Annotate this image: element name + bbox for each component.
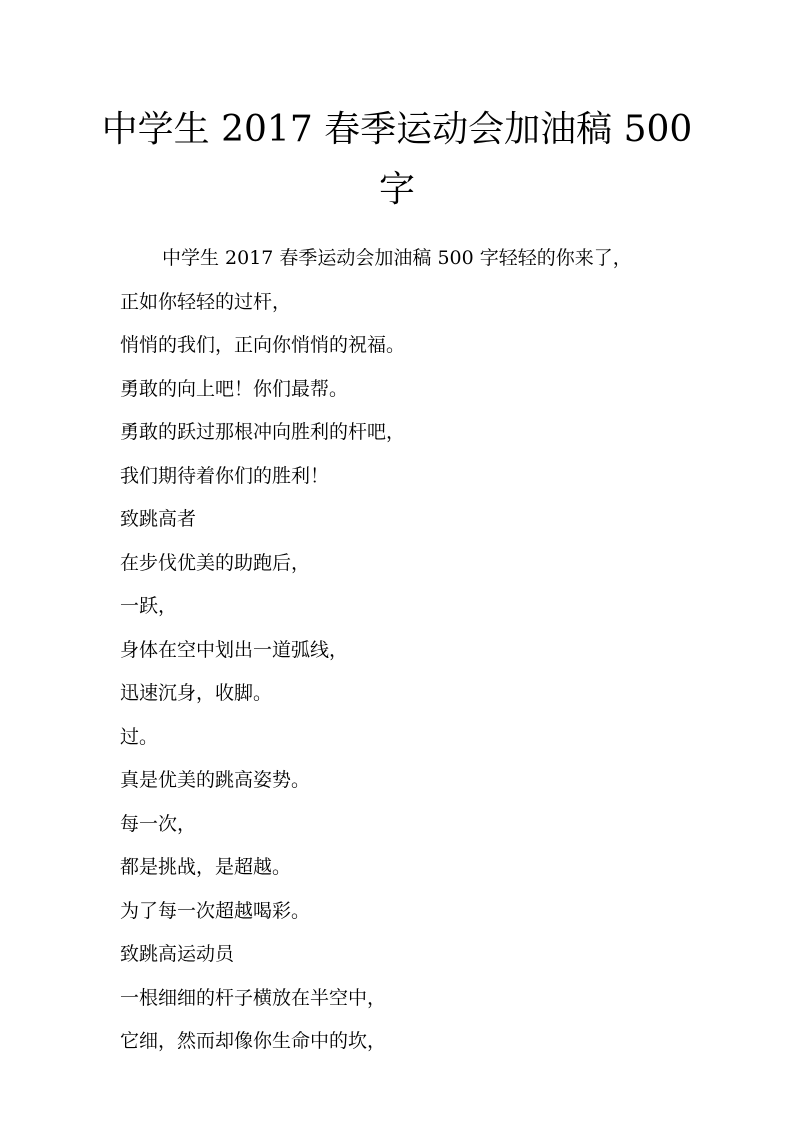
paragraph: 身体在空中划出一道弧线，: [120, 638, 349, 661]
title-line-1: 中学生 2017 春季运动会加油稿 500: [101, 109, 693, 150]
paragraph: 都是挑战，是超越。: [120, 856, 292, 878]
document-body: [120, 237, 680, 1064]
paragraph: 致跳高运动员: [120, 943, 235, 965]
paragraph: 悄悄的我们，正向你悄悄的祝福。: [120, 334, 406, 356]
paragraph: 正如你轻轻的过杆，: [120, 290, 292, 313]
paragraph: 它细，然而却像你生命中的坎，: [120, 1030, 387, 1052]
paragraph: 勇敢的向上吧！你们最帮。: [120, 377, 349, 400]
paragraph: 我们期待着你们的胜利！: [120, 464, 330, 487]
paragraph: 过。: [120, 725, 159, 748]
paragraph: 勇敢的跃过那根冲向胜利的杆吧，: [120, 421, 406, 443]
title-line-2: 字: [378, 169, 415, 210]
paragraph: 每一次，: [120, 812, 197, 835]
paragraph: 一跃，: [120, 595, 178, 617]
paragraph: 迅速沉身，收脚。: [120, 682, 273, 704]
paragraph: 中学生 2017 春季运动会加油稿 500 字轻轻的你来了，: [162, 247, 632, 269]
paragraph: 致跳高者: [120, 508, 197, 530]
document-title: [100, 100, 694, 220]
paragraph: 真是优美的跳高姿势。: [120, 769, 311, 791]
paragraph: 在步伐优美的助跑后，: [120, 551, 311, 574]
paragraph: 为了每一次超越喝彩。: [120, 899, 311, 922]
paragraph: 一根细细的杆子横放在半空中，: [120, 986, 387, 1009]
